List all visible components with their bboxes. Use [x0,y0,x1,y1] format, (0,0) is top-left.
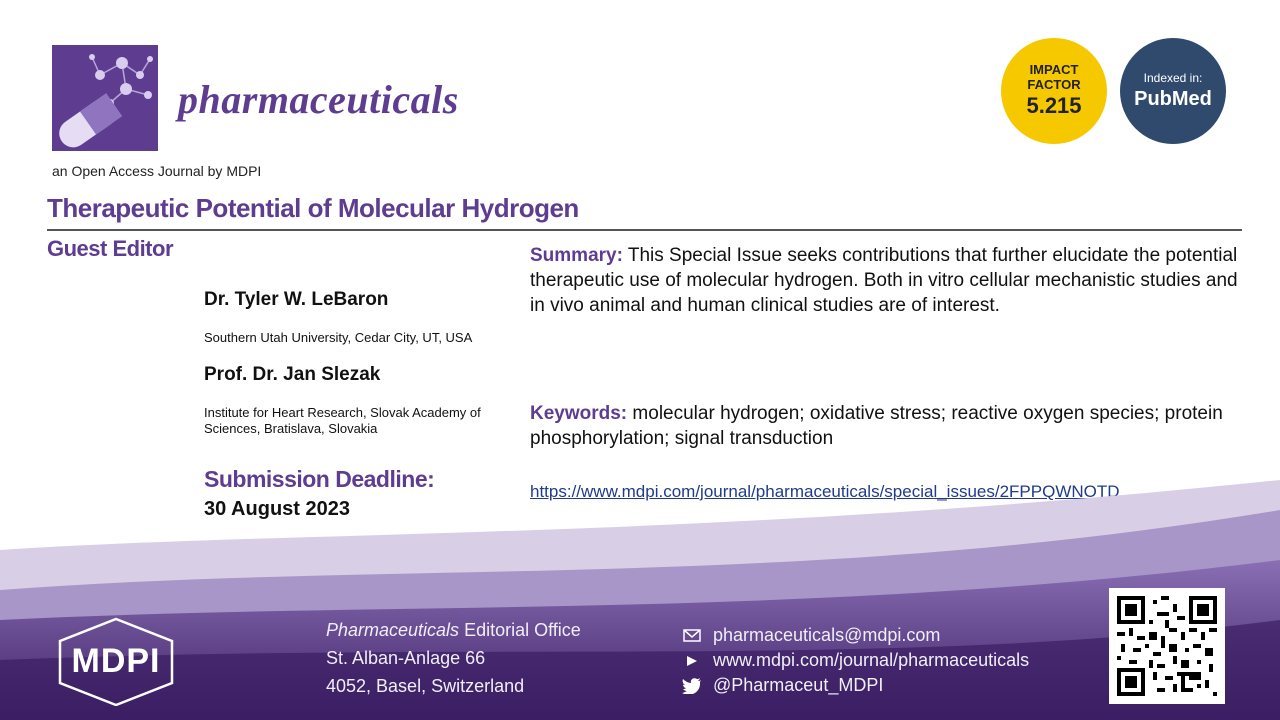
deadline-date: 30 August 2023 [204,498,350,520]
impact-factor-value: 5.215 [1026,93,1082,118]
special-issue-title: Therapeutic Potential of Molecular Hydrogen [47,193,579,223]
envelope-icon [680,629,704,642]
guest-editor-heading: Guest Editor [47,236,174,261]
editor-name-2: Prof. Dr. Jan Slezak [204,364,381,385]
pubmed-badge-label: Indexed in: [1143,71,1203,85]
pubmed-badge [1120,38,1226,144]
website-text: www.mdpi.com/journal/pharmaceuticals [713,650,1030,670]
pubmed-badge-value: PubMed [1134,88,1212,110]
keywords-label: Keywords: [530,403,628,424]
play-arrow-icon [680,655,704,667]
journal-tagline: an Open Access Journal by MDPI [52,163,262,179]
editor-name-1: Dr. Tyler W. LeBaron [204,289,389,310]
mdpi-logo-text: MDPI [71,642,161,680]
office-journal: Pharmaceuticals [326,620,460,640]
keywords-text: molecular hydrogen; oxidative stress; reactive oxygen species; protein phosphorylation; signal transduction [530,403,1223,449]
qr-code[interactable] [1109,588,1225,704]
contact-twitter[interactable] [680,673,1029,698]
deadline-label: Submission Deadline: [204,466,435,492]
impact-badge-line2: FACTOR [1027,77,1081,92]
address-line-1: St. Alban-Anlage 66 [326,648,486,668]
editor-affiliation-1: Southern Utah University, Cedar City, UT, USA [204,330,473,345]
summary-text: This Special Issue seeks contributions that further elucidate the potential therapeutic use of molecular hydrogen. Both in vitro cellular mechanistic studies and in vivo animal and human clinical studies are of interest. [530,245,1238,316]
summary-block [530,243,1240,318]
editor-affiliation-2: Institute for Heart Research, Slovak Academy of Sciences, Bratislava, Slovakia [204,405,481,436]
contact-website[interactable] [680,648,1029,673]
impact-badge-line1: IMPACT [1029,62,1079,77]
special-issue-link[interactable]: https://www.mdpi.com/journal/pharmaceuticals/special_issues/2FPPQWNOTD [530,482,1120,501]
office-title [326,616,581,644]
email-text: pharmaceuticals@mdpi.com [713,625,941,645]
title-divider [47,229,1242,231]
address-line-2: 4052, Basel, Switzerland [326,676,525,696]
contact-list [680,623,1029,698]
twitter-bird-icon [680,678,704,694]
journal-logo [52,45,158,151]
contact-email[interactable] [680,623,1029,648]
office-suffix: Editorial Office [459,620,581,640]
impact-factor-badge [1001,38,1107,144]
summary-label: Summary: [530,245,623,266]
journal-name: pharmaceuticals [178,77,459,122]
twitter-handle: @Pharmaceut_MDPI [713,675,884,695]
mdpi-logo [52,616,180,706]
footer-background [0,470,1280,720]
editorial-office [326,616,581,700]
keywords-block [530,401,1230,451]
